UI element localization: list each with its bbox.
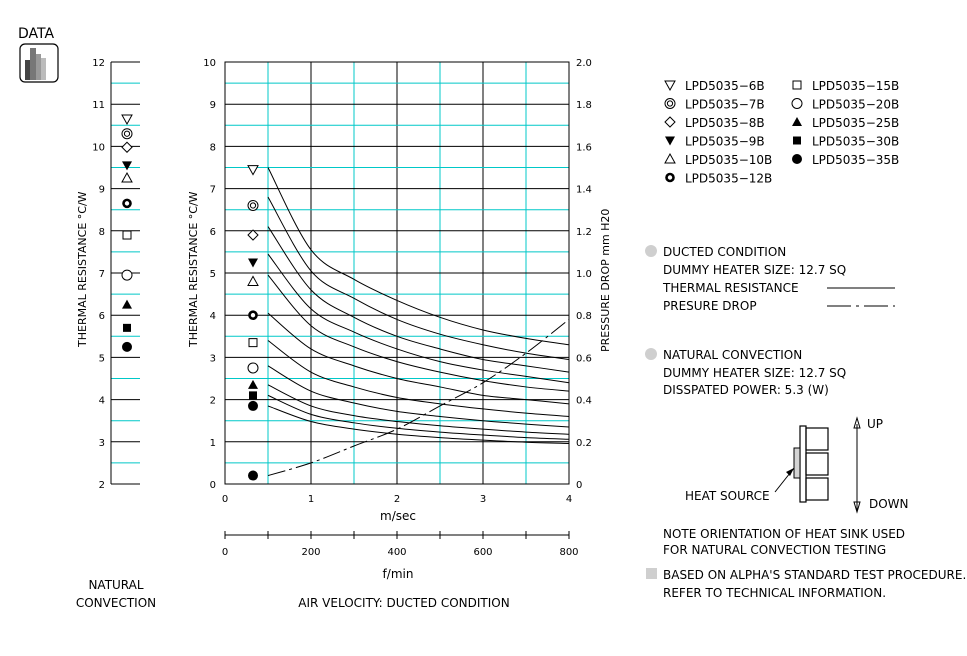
pressure-drop-ylabel: PRESSURE DROP mm H20 bbox=[599, 208, 612, 352]
natural-y-tick-label: 8 bbox=[98, 226, 105, 238]
thermal-resistance-curve bbox=[268, 197, 569, 359]
natural-point-marker bbox=[122, 161, 132, 170]
legend-marker bbox=[665, 137, 675, 146]
legend-item bbox=[665, 135, 765, 149]
ducted-y-tick-label: 10 bbox=[203, 58, 216, 69]
legend-label: LPD5035−35B bbox=[812, 153, 900, 167]
legend-label: LPD5035−9B bbox=[685, 134, 765, 149]
up-label: UP bbox=[867, 417, 884, 431]
natural-point-marker bbox=[122, 270, 132, 280]
natural-convection-title: NATURAL CONVECTION bbox=[663, 348, 803, 362]
legend-marker bbox=[793, 81, 801, 89]
natural-y-tick-label: 4 bbox=[98, 395, 105, 407]
natural-caption-line2: CONVECTION bbox=[75, 596, 157, 610]
fmin-tick-label: 200 bbox=[301, 547, 321, 558]
natural-point-marker bbox=[122, 342, 132, 352]
natural-y-tick-label: 7 bbox=[98, 269, 105, 280]
legend-label: LPD5035−20B bbox=[812, 97, 900, 112]
fmin-tick-label: 600 bbox=[473, 547, 493, 558]
pressure-y-tick-label: 1.0 bbox=[576, 269, 592, 280]
pressure-y-tick-label: 0 bbox=[576, 480, 583, 491]
ducted-y-tick-label: 9 bbox=[209, 100, 216, 112]
pressure-y-tick-label: 1.6 bbox=[576, 142, 592, 154]
natural-y-tick-label: 10 bbox=[92, 142, 105, 154]
natural-heater-size: DUMMY HEATER SIZE: 12.7 SQ bbox=[663, 366, 847, 380]
legend-item bbox=[792, 98, 899, 112]
pressure-y-tick-label: 0.4 bbox=[576, 395, 592, 407]
natural-point-marker bbox=[122, 129, 132, 139]
ducted-series-marker bbox=[248, 276, 258, 285]
legend-marker bbox=[665, 117, 675, 127]
natural-y-tick-label: 12 bbox=[92, 58, 105, 69]
legend-label: LPD5035−15B bbox=[812, 79, 900, 93]
ducted-series-marker bbox=[248, 380, 258, 389]
thermal-resistance-curve bbox=[268, 168, 569, 345]
legend-label: LPD5035−30B bbox=[812, 134, 900, 149]
natural-y-tick-label: 11 bbox=[92, 100, 105, 112]
fmin-tick-label: 0 bbox=[221, 547, 229, 558]
ducted-series-marker bbox=[248, 200, 258, 210]
ducted-series-marker bbox=[249, 339, 257, 347]
pressure-y-tick-label: 1.2 bbox=[576, 226, 592, 238]
ducted-y-tick-label: 5 bbox=[209, 269, 216, 280]
ducted-series-marker bbox=[249, 391, 257, 399]
legend-marker bbox=[792, 99, 802, 109]
natural-point-marker bbox=[123, 231, 131, 239]
fmin-tick-label: 800 bbox=[559, 547, 579, 558]
ducted-y-tick-label: 0 bbox=[209, 480, 216, 491]
ducted-y-tick-label: 3 bbox=[209, 353, 216, 365]
legend-item bbox=[792, 116, 899, 130]
ducted-series-marker bbox=[250, 312, 257, 319]
ducted-series-marker bbox=[248, 230, 258, 240]
based-line1: BASED ON ALPHA'S STANDARD TEST PROCEDURE. bbox=[663, 568, 967, 582]
natural-point-marker bbox=[124, 200, 131, 207]
fmin-xlabel: f/min bbox=[382, 567, 414, 581]
heat-source-label: HEAT SOURCE bbox=[685, 489, 770, 503]
legend-marker bbox=[792, 117, 802, 126]
ducted-condition-title: DUCTED CONDITION bbox=[663, 245, 787, 259]
ducted-caption: AIR VELOCITY: DUCTED CONDITION bbox=[298, 596, 510, 610]
ducted-y-tick-label: 7 bbox=[209, 184, 216, 196]
ducted-xlabel: m/sec bbox=[380, 509, 416, 523]
pressure-y-tick-label: 2.0 bbox=[576, 58, 592, 69]
legend-item bbox=[665, 153, 772, 167]
legend-item bbox=[665, 116, 765, 130]
pressure-y-tick-label: 0.2 bbox=[576, 437, 592, 449]
ducted-x-tick-label: 0 bbox=[221, 494, 229, 505]
ducted-bullet-icon bbox=[645, 245, 657, 257]
ducted-y-tick-label: 1 bbox=[209, 437, 216, 449]
legend-label: LPD5035−6B bbox=[685, 79, 765, 93]
down-label: DOWN bbox=[869, 497, 909, 511]
data-badge-label: DATA bbox=[18, 26, 55, 42]
legend-item bbox=[667, 172, 773, 186]
legend-marker bbox=[793, 137, 801, 145]
ducted-y-tick-label: 2 bbox=[209, 395, 216, 407]
pressure-drop-start-marker bbox=[248, 471, 258, 481]
ducted-series-marker bbox=[248, 166, 258, 175]
ducted-y-tick-label: 4 bbox=[209, 311, 216, 323]
legend-item bbox=[793, 135, 899, 149]
legend-label: LPD5035−25B bbox=[812, 116, 900, 130]
up-down-arrow-icon bbox=[854, 418, 860, 512]
pressure-y-tick-label: 0.6 bbox=[576, 353, 592, 365]
based-line2: REFER TO TECHNICAL INFORMATION. bbox=[663, 586, 887, 600]
legend-marker bbox=[665, 99, 675, 109]
legend-item bbox=[792, 153, 899, 167]
thermal-resistance-key-label: THERMAL RESISTANCE bbox=[663, 281, 799, 295]
legend-label: LPD5035−8B bbox=[685, 116, 765, 130]
natural-point-marker bbox=[122, 300, 132, 309]
legend-marker bbox=[792, 154, 802, 164]
note-line2: FOR NATURAL CONVECTION TESTING bbox=[663, 543, 887, 557]
natural-point-marker bbox=[122, 115, 132, 124]
heat-sink-orientation-icon bbox=[775, 426, 828, 502]
ducted-y-tick-label: 8 bbox=[209, 142, 216, 154]
ducted-condition-chart bbox=[203, 58, 592, 558]
pressure-y-tick-label: 1.8 bbox=[576, 100, 592, 112]
thermal-resistance-curve bbox=[268, 395, 569, 439]
bar-chart-icon bbox=[20, 44, 58, 82]
legend-marker bbox=[667, 174, 674, 181]
legend-label: LPD5035−7B bbox=[685, 97, 765, 112]
natural-y-tick-label: 6 bbox=[98, 311, 105, 323]
ducted-series-marker bbox=[248, 401, 258, 411]
legend-label: LPD5035−10B bbox=[685, 153, 773, 167]
natural-point-marker bbox=[122, 142, 132, 152]
natural-ylabel: THERMAL RESISTANCE °C/W bbox=[76, 191, 89, 347]
dissipated-power: DISSPATED POWER: 5.3 (W) bbox=[663, 383, 829, 397]
ducted-x-tick-label: 1 bbox=[307, 494, 315, 505]
legend bbox=[665, 79, 899, 186]
ducted-heater-size: DUMMY HEATER SIZE: 12.7 SQ bbox=[663, 263, 847, 277]
ducted-x-tick-label: 3 bbox=[479, 494, 487, 505]
legend-item bbox=[665, 98, 765, 112]
ducted-x-tick-label: 4 bbox=[565, 494, 573, 505]
legend-item bbox=[793, 79, 899, 93]
natural-caption-line1: NATURAL bbox=[88, 578, 144, 592]
fmin-tick-label: 400 bbox=[387, 547, 407, 558]
pressure-drop-key-label: PRESURE DROP bbox=[663, 299, 757, 313]
thermal-resistance-curve bbox=[268, 313, 569, 404]
natural-y-tick-label: 9 bbox=[98, 184, 105, 196]
natural-point-marker bbox=[123, 324, 131, 332]
legend-item bbox=[665, 79, 765, 93]
pressure-y-tick-label: 0.8 bbox=[576, 311, 592, 323]
natural-bullet-icon bbox=[645, 348, 657, 360]
natural-y-tick-label: 5 bbox=[98, 353, 105, 365]
ducted-x-tick-label: 2 bbox=[393, 494, 401, 505]
ducted-series-marker bbox=[248, 363, 258, 373]
legend-label: LPD5035−12B bbox=[685, 171, 773, 186]
ducted-ylabel: THERMAL RESISTANCE °C/W bbox=[187, 191, 200, 347]
pressure-y-tick-label: 1.4 bbox=[576, 184, 592, 196]
note-line1: NOTE ORIENTATION OF HEAT SINK USED bbox=[663, 527, 906, 541]
square-bullet-icon bbox=[646, 568, 657, 579]
ducted-series-marker bbox=[248, 258, 258, 267]
natural-point-marker bbox=[122, 173, 132, 182]
ducted-y-tick-label: 6 bbox=[209, 226, 216, 238]
natural-y-tick-label: 3 bbox=[98, 437, 105, 449]
natural-y-tick-label: 2 bbox=[98, 480, 105, 491]
legend-marker bbox=[665, 154, 675, 163]
natural-convection-chart bbox=[92, 58, 140, 491]
legend-marker bbox=[665, 81, 675, 90]
